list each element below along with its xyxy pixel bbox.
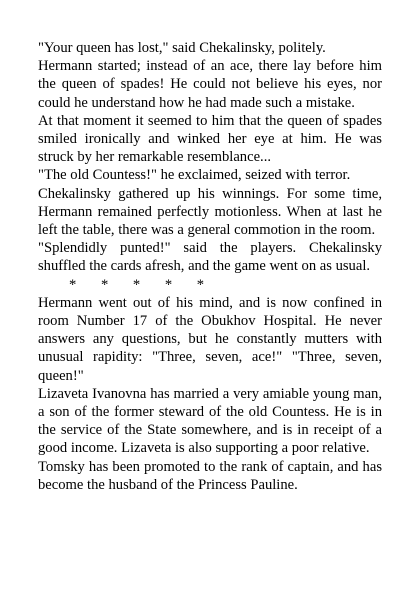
- paragraph-queen-lost: "Your queen has lost," said Chekalinsky, politely.: [38, 40, 326, 56]
- paragraph-splendidly-punted: "Splendidly punted!" said the players. Chekalinsky shuffled the cards afresh, and the game went on as usual.: [38, 240, 382, 275]
- paragraph-chekalinsky-winnings: Chekalinsky gathered up his winnings. For some time, Hermann remained perfectly motionless. When at last he left the table, there was a general commotion in the room.: [38, 185, 382, 239]
- paragraph-hermann-started: Hermann started; instead of an ace, there lay before him the queen of spades! He could not believe his eyes, nor could he understand how he had made such a mistake.: [38, 58, 382, 111]
- section-separator: * * * * *: [69, 276, 205, 293]
- book-page: [38, 39, 382, 494]
- paragraph-old-countess: "The old Countess!" he exclaimed, seized with terror.: [38, 167, 351, 184]
- paragraph-tomsky-promoted: Tomsky has been promoted to the rank of captain, and has become the husband of the Princess Pauline.: [38, 458, 382, 493]
- paragraph-lizaveta-married: Lizaveta Ivanovna has married a very amiable young man, a son of the former steward of the old Countess. He is in the service of the State somewhere, and is in receipt of a good income. Lizaveta is also supporting a poor relative.: [38, 385, 382, 457]
- paragraph-queen-smiled: At that moment it seemed to him that the queen of spades smiled ironically and winked her eye at him. He was struck by her remarkable resemblance...: [38, 112, 382, 166]
- paragraph-hermann-mind: Hermann went out of his mind, and is now confined in room Number 17 of the Obukhov Hospital. He never answers any questions, but he constantly mutters with unusual rapidity: "Three, seven, ace!" "Three, seven, queen!": [38, 294, 382, 384]
